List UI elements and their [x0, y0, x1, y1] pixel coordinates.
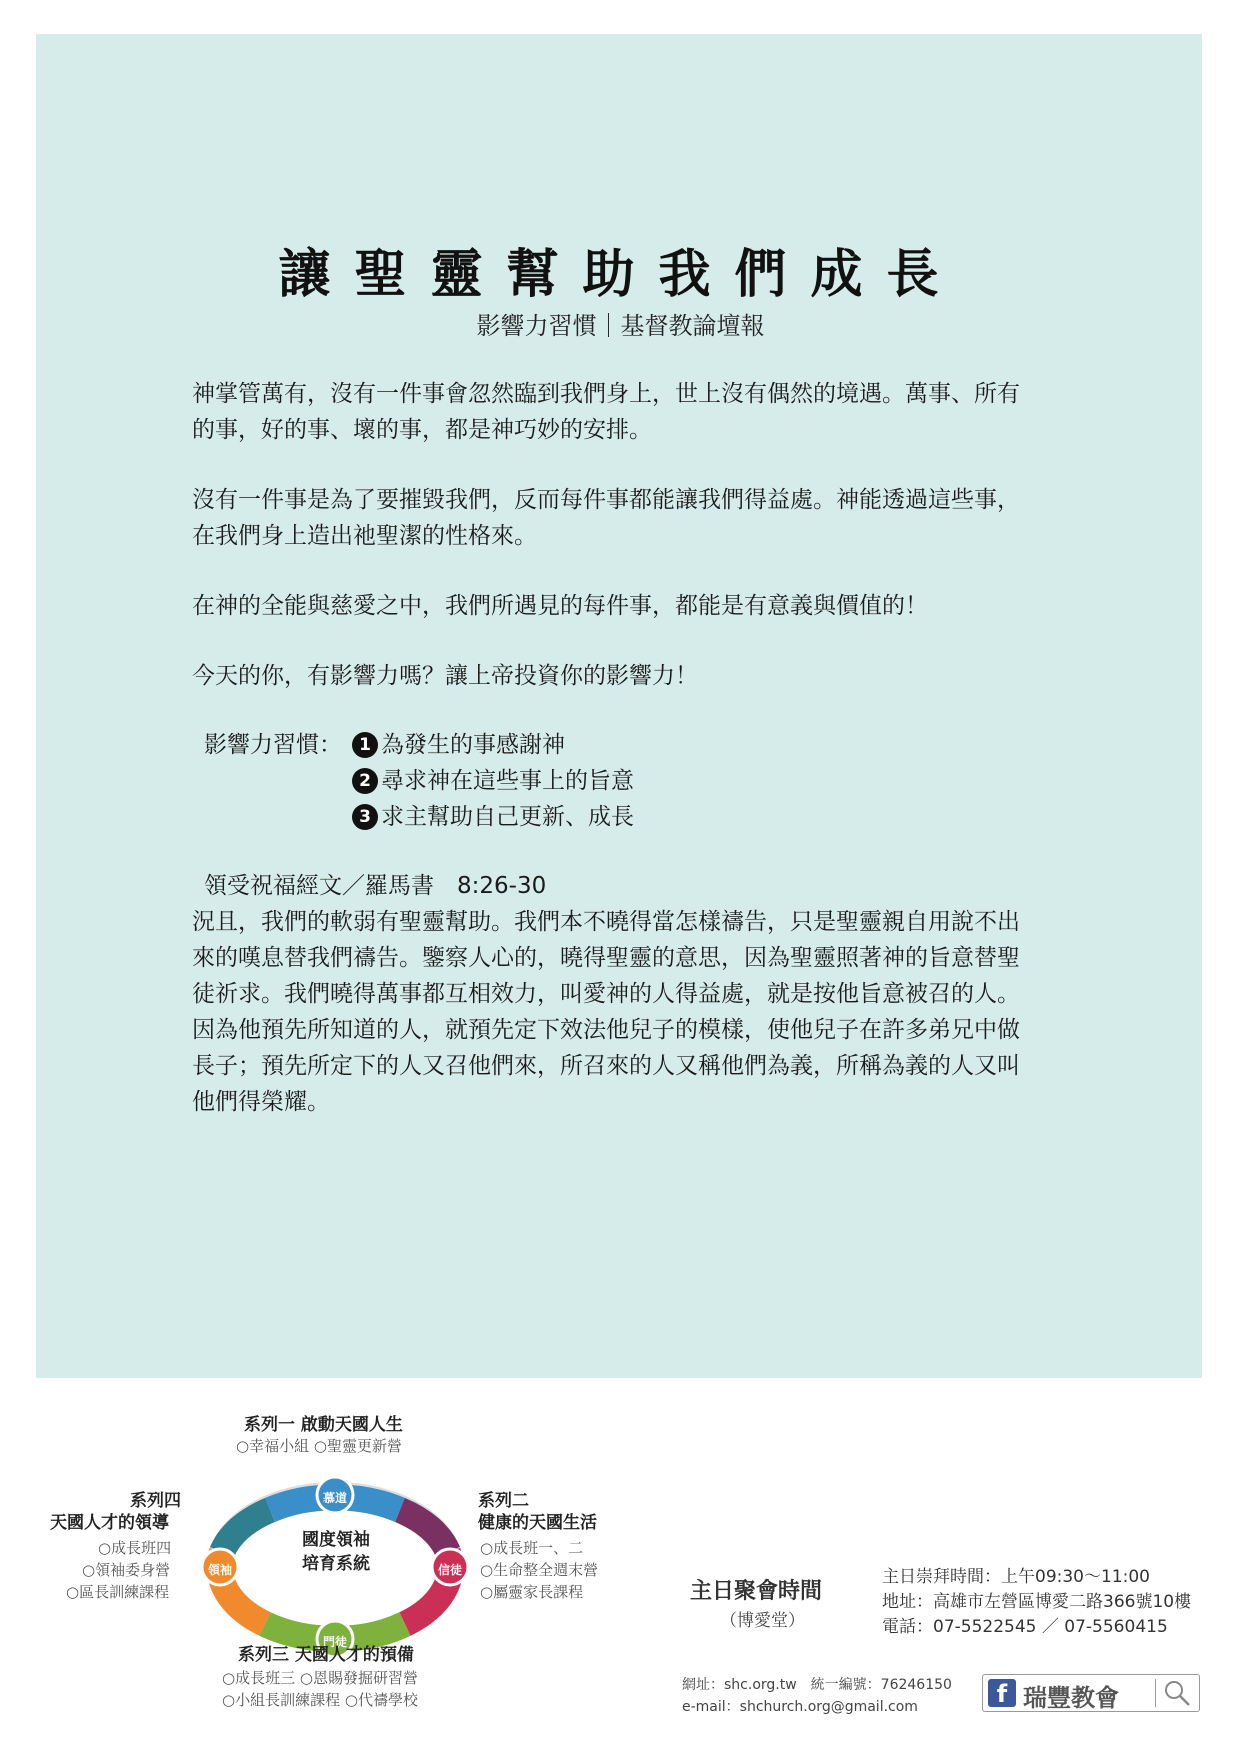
center-line-1: 國度領袖	[302, 1530, 370, 1550]
paragraph-4: 今天的你，有影響力嗎？讓上帝投資你的影響力！	[192, 663, 698, 689]
habit-item-2	[352, 763, 634, 799]
service-location: （博愛堂）	[720, 1611, 805, 1631]
verse-text: 況且，我們的軟弱有聖靈幫助。我們本不曉得當怎樣禱告，只是聖靈親自用說不出來的嘆息替我們禱告。鑒察人心的，曉得聖靈的意思，因為聖靈照著神的旨意替聖徒祈求。我們曉得萬事都互相效力，叫愛神的人得益處，就是按他旨意被召的人。因為他預先所知道的人，就預先定下效法他兒子的模樣，使他兒子在許多弟兄中做長子；預先所定下的人又召他們來，所召來的人又稱他們為義，所稱為義的人又叫他們得榮耀。	[192, 909, 1020, 1115]
paragraph-1: 神掌管萬有，沒有一件事會忽然臨到我們身上，世上沒有偶然的境遇。萬事、所有的事，好的事、壞的事，都是神巧妙的安排。	[192, 381, 1020, 443]
center-line-2: 培育系統	[302, 1554, 370, 1574]
series3-items-2: ○小組長訓練課程 ○代禱學校	[222, 1691, 418, 1709]
series3-title: 系列三 天國人才的預備	[238, 1645, 414, 1665]
series4-title-2: 天國人才的領導	[50, 1513, 169, 1533]
ring-topright-segment	[400, 1510, 448, 1552]
divider	[1155, 1679, 1156, 1707]
facebook-search-box[interactable]	[982, 1674, 1200, 1712]
series3-items-1: ○成長班三 ○恩賜發掘研習營	[222, 1669, 418, 1687]
website-line: 網址：shc.org.tw 統一編號：76246150	[682, 1677, 952, 1693]
series4-item: ○區長訓練課程	[66, 1583, 170, 1601]
facebook-icon: f	[988, 1679, 1016, 1707]
verse-heading: 領受祝福經文／羅馬書 8:26-30	[204, 873, 547, 899]
email-line: e-mail：shchurch.org@gmail.com	[682, 1699, 918, 1715]
habit-item-3	[352, 799, 634, 835]
habit-text: 為發生的事感謝神	[381, 732, 565, 758]
series2-item: ○屬靈家長課程	[480, 1583, 584, 1601]
number-badge: 1	[352, 732, 378, 758]
ring-topleft-segment	[222, 1510, 270, 1552]
habit-item-1	[352, 727, 565, 763]
service-time: 主日崇拜時間：上午09:30～11:00	[882, 1567, 1150, 1587]
habit-label: 影響力習慣：	[204, 732, 342, 758]
series4-title-1: 系列四	[130, 1491, 181, 1511]
node-label-right: 信徒	[437, 1563, 462, 1577]
article-subtitle: 影響力習慣｜基督教論壇報	[476, 312, 765, 340]
service-address: 地址：高雄市左營區博愛二路366號10樓	[882, 1592, 1192, 1612]
service-title: 主日聚會時間	[690, 1579, 823, 1604]
service-phone: 電話：07-5522545 ／ 07-5560415	[882, 1617, 1168, 1637]
diagram-center-text	[286, 1528, 386, 1576]
series2-title-1: 系列二	[478, 1491, 529, 1511]
series1-items: ○幸福小組 ○聖靈更新營	[236, 1437, 402, 1455]
node-label-left: 領袖	[207, 1563, 232, 1577]
habit-text: 求主幫助自己更新、成長	[381, 804, 634, 830]
leadership-diagram	[0, 1400, 680, 1730]
facebook-page-name: 瑞豐教會	[1023, 1684, 1119, 1712]
series1-title: 系列一 啟動天國人生	[244, 1415, 403, 1435]
article-title: 讓聖靈幫助我們成長	[278, 244, 963, 305]
node-label-top: 慕道	[322, 1491, 347, 1505]
series2-title-2: 健康的天國生活	[478, 1513, 597, 1533]
paragraph-3: 在神的全能與慈愛之中，我們所遇見的每件事，都能是有意義與價值的！	[192, 593, 928, 619]
number-badge: 3	[352, 804, 378, 830]
node-label-bottom: 門徒	[322, 1635, 347, 1649]
series4-item: ○成長班四	[98, 1539, 172, 1557]
habit-text: 尋求神在這些事上的旨意	[381, 768, 634, 794]
series4-item: ○領袖委身營	[82, 1561, 171, 1579]
series2-item: ○成長班一、二	[480, 1539, 584, 1557]
series2-item: ○生命整全週末營	[480, 1561, 599, 1579]
paragraph-2: 沒有一件事是為了要摧毀我們，反而每件事都能讓我們得益處。神能透過這些事，在我們身上造出祂聖潔的性格來。	[192, 487, 1020, 549]
number-badge: 2	[352, 768, 378, 794]
search-icon[interactable]	[1161, 1677, 1193, 1709]
